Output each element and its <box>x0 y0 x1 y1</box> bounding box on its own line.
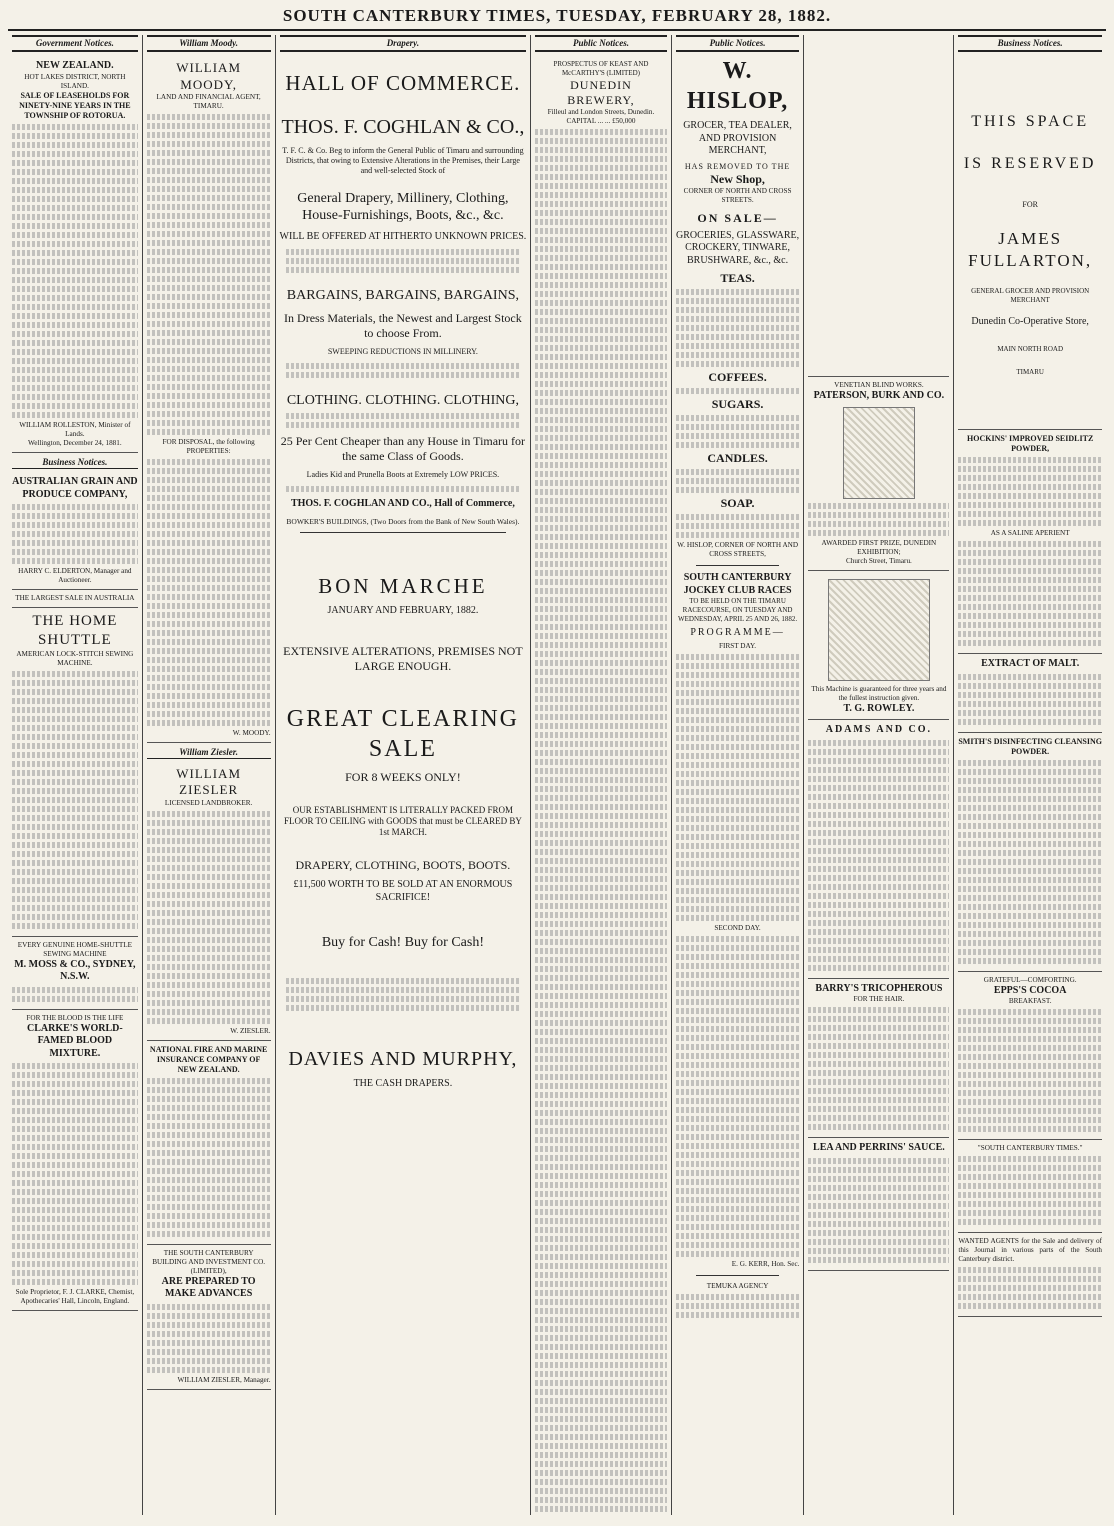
body-text <box>147 459 271 726</box>
ad-fullarton <box>958 112 1102 430</box>
cash-drapers: THE CASH DRAPERS. <box>353 1077 453 1089</box>
body-text <box>280 249 527 273</box>
coghlan-address: BOWKER'S BUILDINGS, (Two Doors from the Bank of New South Wales). <box>286 516 520 526</box>
great-clearing-sale: GREAT CLEARING SALE <box>286 705 520 762</box>
hislop-shop: New Shop, <box>710 171 765 186</box>
body-text <box>147 811 271 1024</box>
hislop-name: W. HISLOP, <box>686 58 789 115</box>
ad-signature: HARRY C. ELDERTON, Manager and Auctioneer. <box>18 567 132 584</box>
bon-marche-title: BON MARCHE <box>318 573 488 598</box>
ad-title: WANTED AGENTS for the Sale and delivery of this Journal in various parts of the South Canterbury district. <box>958 1237 1102 1264</box>
dress-materials: In Dress Materials, the Newest and Largest Stock to choose From. <box>284 310 522 340</box>
body-text <box>676 388 800 394</box>
fullarton-town: TIMARU <box>1016 367 1044 376</box>
ad-ziesler <box>147 762 271 1041</box>
on-sale: ON SALE— <box>697 210 778 225</box>
ad-building-investment <box>147 1245 271 1390</box>
ad-subtitle: M. MOSS & CO., SYDNEY, N.S.W. <box>14 958 136 982</box>
ad-epps-cocoa <box>958 972 1102 1141</box>
ad-date: Wellington, December 24, 1881. <box>28 438 122 447</box>
body-text <box>958 457 1102 526</box>
ad-subtitle: HOT LAKES DISTRICT, NORTH ISLAND. <box>24 72 126 90</box>
ad-subtitle: AS A SALINE APERIENT <box>990 529 1070 538</box>
jockey-club-sub: TO BE HELD ON THE TIMARU RACECOURSE, ON TUESDAY AND WEDNESDAY, APRIL 25 AND 26, 1882. <box>678 597 798 623</box>
ad-title: LEA AND PERRINS' SAUCE. <box>813 1142 945 1154</box>
column-heading: Business Notices. <box>958 35 1102 52</box>
ad-wanted-agents <box>958 1233 1102 1317</box>
this-space: THIS SPACE <box>971 113 1090 131</box>
column-heading: William Moody. <box>147 35 271 52</box>
is-reserved: IS RESERVED <box>963 155 1097 173</box>
ad-sewing-machine <box>808 571 949 721</box>
body-text <box>676 1294 800 1318</box>
column-government-notices <box>8 35 143 1515</box>
ad-subtitle: Filleul and London Streets, Dunedin. <box>547 107 655 116</box>
fullarton-trade: GENERAL GROCER AND PROVISION MERCHANT <box>971 286 1090 304</box>
temuka-agency: TEMUKA AGENCY <box>706 1282 769 1290</box>
hislop-signature: W. HISLOP, CORNER OF NORTH AND CROSS STREETS, <box>677 541 799 559</box>
ad-name: PATERSON, BURK AND CO. <box>813 390 945 402</box>
body-text <box>280 486 527 492</box>
ad-title: WILLIAM ZIESLER <box>176 766 242 798</box>
body-text <box>676 469 800 493</box>
body-text <box>535 129 666 1515</box>
ad-blood-mixture <box>12 1010 138 1312</box>
millinery-line: SWEEPING REDUCTIONS IN MILLINERY. <box>327 346 478 356</box>
for-label: FOR <box>1022 200 1038 210</box>
ad-title: "SOUTH CANTERBURY TIMES." <box>977 1144 1083 1153</box>
column-business-notices-2 <box>954 35 1106 1515</box>
body-text <box>147 1304 271 1373</box>
ad-signature: W. MOODY. <box>232 728 271 737</box>
body-text <box>958 541 1102 646</box>
body-text <box>808 503 949 536</box>
ad-subtitle: FOR THE HAIR. <box>853 995 905 1004</box>
ad-capital: CAPITAL ... ... £50,000 <box>566 116 636 125</box>
ad-subtitle: BREAKFAST. <box>1008 997 1052 1006</box>
candles-heading: CANDLES. <box>707 451 768 466</box>
divider <box>696 1275 780 1276</box>
ad-extract-malt <box>958 654 1102 733</box>
divider <box>300 532 507 533</box>
column-public-notices-2 <box>672 35 805 1515</box>
body-text <box>958 1009 1102 1132</box>
ad-title: VENETIAN BLIND WORKS. <box>834 381 924 390</box>
ad-title: THE LARGEST SALE IN AUSTRALIA <box>15 594 135 602</box>
ad-name: EPPS'S COCOA <box>993 984 1067 996</box>
column-heading: Government Notices. <box>12 35 138 52</box>
hall-of-commerce-title: HALL OF COMMERCE. <box>285 71 521 96</box>
ad-sct-agents <box>958 1140 1102 1233</box>
fullarton-road: MAIN NORTH ROAD <box>997 344 1064 353</box>
ad-subtitle: AMERICAN LOCK-STITCH SEWING MACHINE. <box>16 649 134 667</box>
ad-name: DUNEDIN BREWERY, <box>567 77 635 107</box>
body-text <box>12 124 138 418</box>
ad-name: ADAMS AND CO. <box>825 724 933 736</box>
sacrifice-line: £11,500 WORTH TO BE SOLD AT AN ENORMOUS SACRIFICE! <box>293 879 513 903</box>
ad-genuine-machine <box>12 937 138 1010</box>
ad-subtitle: LICENSED LANDBROKER. <box>164 798 253 807</box>
eight-weeks: FOR 8 WEEKS ONLY! <box>345 769 461 784</box>
column-heading: Public Notices. <box>676 35 800 52</box>
hislop-trade: GROCER, TEA DEALER, AND PROVISION MERCHANT, <box>683 120 792 157</box>
ad-largest-sale <box>12 590 138 608</box>
packed-line: OUR ESTABLISHMENT IS LITERALLY PACKED FROM FLOOR TO CEILING with GOODS that must be CLEARED BY 1st MARCH. <box>283 804 522 838</box>
ad-signature: WILLIAM ROLLESTON, Minister of Lands. <box>19 420 131 438</box>
teas-heading: TEAS. <box>720 271 755 286</box>
divider <box>696 565 780 566</box>
jockey-club-title: SOUTH CANTERBURY JOCKEY CLUB RACES <box>683 572 792 596</box>
ad-title: GRATEFUL—COMFORTING. <box>983 975 1077 984</box>
soap-heading: SOAP. <box>720 496 755 511</box>
body-text <box>676 514 800 538</box>
body-text <box>280 413 527 428</box>
body-text <box>147 1078 271 1237</box>
ad-barrys <box>808 979 949 1139</box>
ad-lea-perrins <box>808 1138 949 1271</box>
ad-subtitle: ARE PREPARED TO MAKE ADVANCES <box>161 1275 256 1299</box>
programme-heading: PROGRAMME— <box>690 626 785 638</box>
ad-subtitle: LAND AND FINANCIAL AGENT, TIMARU. <box>156 92 261 110</box>
column-subheading: William Ziesler. <box>147 747 271 759</box>
second-day: SECOND DAY. <box>714 924 761 932</box>
ad-signature: WILLIAM ZIESLER, Manager. <box>177 1375 271 1384</box>
ad-hot-lakes <box>12 56 138 453</box>
coghlan-lead: T. F. C. & Co. Beg to inform the General Public of Timaru and surrounding Districts, that owing to Extensive Alterations in the Premises, their Large and well-selected Stock of <box>282 145 524 175</box>
blind-illustration <box>843 407 915 499</box>
column-business-notices-1 <box>804 35 954 1515</box>
ad-grain-company <box>12 472 138 590</box>
coffees-heading: COFFEES. <box>708 370 767 385</box>
first-day: FIRST DAY. <box>719 642 757 650</box>
sugars-heading: SUGARS. <box>711 397 764 412</box>
jockey-club-signature: E. G. KERR, Hon. Sec. <box>731 1260 800 1268</box>
ad-title: FOR THE BLOOD IS THE LIFE <box>26 1013 124 1022</box>
ad-signature: Sole Proprietor, F. J. CLARKE, Chemist, Apothecaries' Hall, Lincoln, England. <box>15 1288 135 1305</box>
cheaper-line: 25 Per Cent Cheaper than any House in Timaru for the same Class of Goods. <box>280 434 526 463</box>
ad-lede: SALE OF LEASEHOLDS FOR NINETY-NINE YEARS IN THE TOWNSHIP OF ROTORUA. <box>19 90 131 120</box>
extensive-alterations: EXTENSIVE ALTERATIONS, PREMISES NOT LARGE ENOUGH. <box>283 643 523 673</box>
ad-signature: W. ZIESLER. <box>230 1026 271 1035</box>
body-text <box>958 760 1102 964</box>
coghlan-firm-name: THOS. F. COGHLAN & CO., <box>281 115 525 138</box>
ad-home-shuttle <box>12 608 138 937</box>
ad-title: NATIONAL FIRE AND MARINE INSURANCE COMPANY OF NEW ZEALAND. <box>149 1044 268 1074</box>
body-text <box>676 936 800 1257</box>
fullarton-name: JAMES FULLARTON, <box>968 229 1093 270</box>
bon-marche-date: JANUARY AND FEBRUARY, 1882. <box>327 605 479 617</box>
sale-items: GROCERIES, GLASSWARE, CROCKERY, TINWARE, BRUSHWARE, &c., &c. <box>676 229 800 266</box>
masthead: SOUTH CANTERBURY TIMES, TUESDAY, FEBRUARY 28, 1882. <box>8 6 1106 31</box>
column-subheading: Business Notices. <box>12 457 138 469</box>
body-text <box>12 504 138 564</box>
body-text <box>958 1156 1102 1225</box>
ad-title: WILLIAM MOODY, <box>176 60 242 92</box>
ad-moody <box>147 56 271 743</box>
column-heading: Public Notices. <box>535 35 666 52</box>
body-text <box>147 114 271 435</box>
column-drapery <box>276 35 532 1515</box>
body-text <box>280 978 527 1011</box>
body-text <box>808 1158 949 1263</box>
body-text <box>958 674 1102 725</box>
column-public-notices-1 <box>531 35 671 1515</box>
ad-venetian-blinds <box>808 377 949 571</box>
ad-title: AUSTRALIAN GRAIN AND PRODUCE COMPANY, <box>12 476 138 500</box>
ladies-boots: Ladies Kid and Prunella Boots at Extremely LOW PRICES. <box>306 470 500 479</box>
davies-murphy-title: DAVIES AND MURPHY, <box>288 1047 518 1070</box>
column-heading: Drapery. <box>280 35 527 52</box>
body-text <box>958 1267 1102 1309</box>
ad-name: BARRY'S TRICOPHEROUS <box>815 982 943 994</box>
ad-title: THE SOUTH CANTERBURY BUILDING AND INVESTMENT CO. (LIMITED), <box>152 1248 266 1275</box>
ad-dunedin-brewery <box>535 56 666 1515</box>
hislop-removed: HAS REMOVED TO THE <box>684 161 791 171</box>
fullarton-store: Dunedin Co-Operative Store, <box>971 316 1089 328</box>
body-text <box>808 1007 949 1130</box>
body-text <box>280 363 527 378</box>
ad-adams <box>808 720 949 979</box>
ad-note: This Machine is guaranteed for three years and the fullest instruction given. <box>811 684 947 702</box>
body-text <box>808 740 949 971</box>
ad-smiths-powder <box>958 733 1102 972</box>
ad-subtitle: CLARKE'S WORLD-FAMED BLOOD MIXTURE. <box>27 1022 123 1059</box>
ad-title: EXTRACT OF MALT. <box>981 658 1080 670</box>
body-text <box>676 654 800 921</box>
ad-title: HOCKINS' IMPROVED SEIDLITZ POWDER, <box>967 434 1094 454</box>
ad-award: AWARDED FIRST PRIZE, DUNEDIN EXHIBITION; <box>821 538 937 556</box>
body-text <box>676 289 800 367</box>
body-text <box>676 415 800 448</box>
ad-title: NEW ZEALAND. <box>36 60 114 72</box>
blank-space <box>808 56 949 377</box>
ad-title: PROSPECTUS OF KEAST AND McCARTHY'S (LIMITED) <box>553 60 649 77</box>
ad-name: T. G. ROWLEY. <box>843 702 915 714</box>
coghlan-goods: General Drapery, Millinery, Clothing, House-Furnishings, Boots, &c., &c. <box>297 190 509 223</box>
body-text <box>12 671 138 929</box>
ad-national-insurance <box>147 1041 271 1245</box>
drapery-clothing-boots: DRAPERY, CLOTHING, BOOTS, BOOTS. <box>295 858 511 873</box>
columns <box>8 35 1106 1515</box>
ad-title: SMITH'S DISINFECTING CLEANSING POWDER. <box>958 736 1102 756</box>
hislop-corner: CORNER OF NORTH AND CROSS STREETS. <box>683 186 792 204</box>
bargains-heading: BARGAINS, BARGAINS, BARGAINS, <box>286 288 519 303</box>
body-text <box>12 987 138 1002</box>
ad-for-disposal: FOR DISPOSAL, the following PROPERTIES: <box>162 437 255 455</box>
ad-title: THE HOME SHUTTLE <box>32 613 118 648</box>
coghlan-signature: THOS. F. COGHLAN AND CO., Hall of Commerce, <box>290 498 515 509</box>
ad-street: Church Street, Timaru. <box>845 556 912 565</box>
coghlan-prices: WILL BE OFFERED AT HITHERTO UNKNOWN PRICES. <box>279 230 527 242</box>
ad-title: EVERY GENUINE HOME-SHUTTLE SEWING MACHINE <box>17 940 133 958</box>
body-text <box>12 1063 138 1285</box>
clothing-heading: CLOTHING. CLOTHING. CLOTHING, <box>286 392 519 408</box>
column-william-moody <box>143 35 276 1515</box>
ad-seidlitz <box>958 430 1102 654</box>
buy-for-cash: Buy for Cash! Buy for Cash! <box>321 935 484 951</box>
sewing-machine-illustration <box>828 579 930 681</box>
